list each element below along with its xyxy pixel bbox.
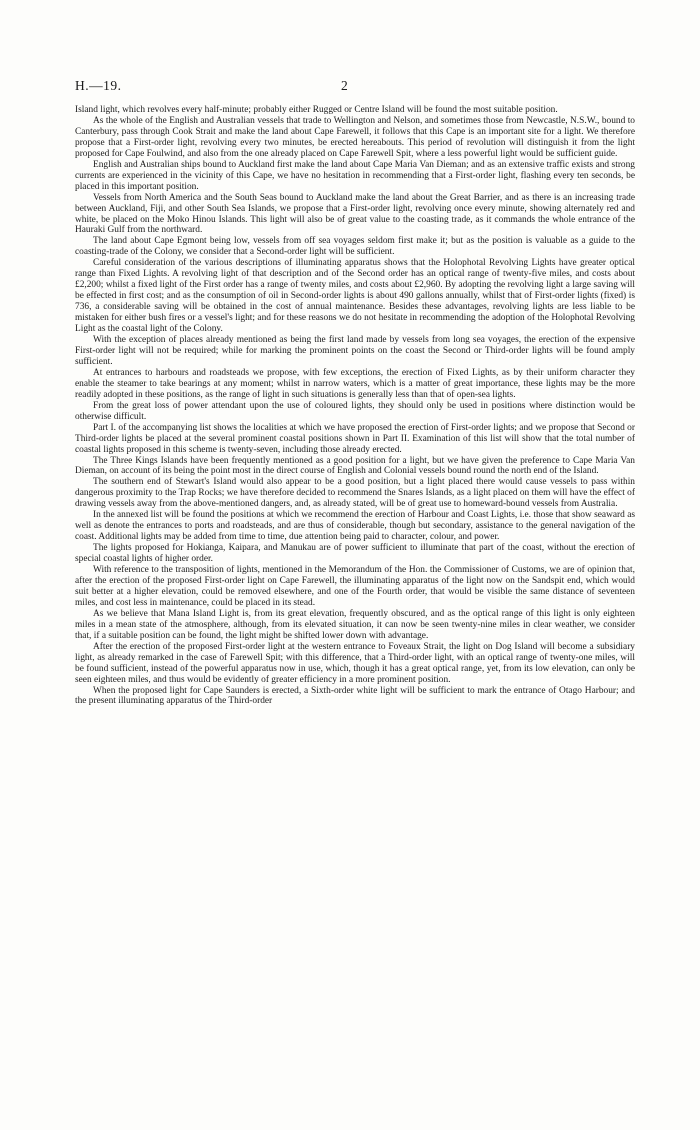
paragraph: The Three Kings Islands have been frequently mentioned as a good position for a light, but we have given the preference to Cape Maria Van Dieman, on account of its being the point most in the direct course of English and Colonial vessels bound round the north end of the Island. (75, 455, 635, 477)
paragraph: From the great loss of power attendant upon the use of coloured lights, they should only be used in positions where distinction would be otherwise difficult. (75, 400, 635, 422)
paragraph: When the proposed light for Cape Saunders is erected, a Sixth-order white light will be sufficient to mark the entrance of Otago Harbour; and the present illuminating apparatus of the Third-order (75, 685, 635, 707)
paragraph: The land about Cape Egmont being low, vessels from off sea voyages seldom first make it; but as the position is valuable as a guide to the coasting-trade of the Colony, we consider that a Second-order light will be sufficient. (75, 236, 635, 258)
paragraph: As we believe that Mana Island Light is, from its great elevation, frequently obscured, and as the optical range of this light is only eighteen miles in a mean state of the atmosphere, although, from its elevated situation, it can now be seen twenty-nine miles in clear weather, we consider that, if a suitable position can be found, the light might be shifted lower down with advantage. (75, 608, 635, 641)
paragraph: Vessels from North America and the South Seas bound to Auckland make the land about the Great Barrier, and as there is an increasing trade between Auckland, Fiji, and other South Sea Islands, we propose that a First-order light, revolving once every minute, showing alternately red and white, be placed on the Moko Hinou Islands. This light will also be of great value to the coasting trade, as it commands the whole entrance of the Hauraki Gulf from the northward. (75, 192, 635, 236)
paragraph: English and Australian ships bound to Auckland first make the land about Cape Maria Van Dieman; and as an extensive traffic exists and strong currents are experienced in the vicinity of this Cape, we have no hesitation in recommending that a First-order light, flashing every ten seconds, be placed in this important position. (75, 159, 635, 192)
page-header (75, 78, 635, 98)
paragraph: Part I. of the accompanying list shows the localities at which we have proposed the erection of First-order lights; and we propose that Second or Third-order lights be placed at the several prominent coastal positions shown in Part II. Examination of this list will show that the total number of coastal lights proposed in this scheme is twenty-seven, including those already erected. (75, 422, 635, 455)
document-id: H.—19. (75, 78, 122, 93)
paragraph: Careful consideration of the various descriptions of illuminating apparatus shows that the Holophotal Revolving Lights have greater optical range than Fixed Lights. A revolving light of that description and of the Second order has an optical range of twenty-five miles, and costs about £2,200; whilst a fixed light of the First order has a range of twenty miles, and costs about £2,960. By adopting the revolving light a large saving will be effected in first cost; and as the consumption of oil in Second-order lights is about 490 gallons annually, whilst that of First-order lights (fixed) is 736, a considerable saving will be obtained in the cost of annual maintenance. Besides these advantages, revolving lights are less liable to be mistaken for either bush fires or a vessel's light; and for these reasons we do not hesitate in recommending the adoption of the Holophotal Revolving Light as the coastal light of the Colony. (75, 258, 635, 335)
paragraph: The lights proposed for Hokianga, Kaipara, and Manukau are of power sufficient to illuminate that part of the coast, without the erection of special coastal lights of higher order. (75, 543, 635, 565)
paragraph: The southern end of Stewart's Island would also appear to be a good position, but a light placed there would cause vessels to pass within dangerous proximity to the Trap Rocks; we have therefore decided to recommend the Snares Islands, as a light placed on them will have the effect of drawing vessels away from the above-mentioned dangers, and, as already stated, will be of great use to homeward-bound vessels from Australia. (75, 477, 635, 510)
paragraph: After the erection of the proposed First-order light at the western entrance to Foveaux Strait, the light on Dog Island will become a subsidiary light, as already remarked in the case of Farewell Spit; with this difference, that a Third-order light, with an optical range of twenty-one miles, will be found sufficient, instead of the powerful apparatus now in use, which, though it has a great optical range, yet, from its low elevation, can only be seen eighteen miles, and thus would be evidently of greater efficiency in a more prominent position. (75, 641, 635, 685)
paragraph: Island light, which revolves every half-minute; probably either Rugged or Centre Island will be found the most suitable position. (75, 105, 558, 115)
page-number: 2 (341, 78, 348, 93)
paragraph: With the exception of places already mentioned as being the first land made by vessels from long sea voyages, the erection of the expensive First-order light will not be required; while for marking the prominent points on the coast the Second or Third-order lights will be found amply sufficient. (75, 335, 635, 367)
paragraph: As the whole of the English and Australian vessels that trade to Wellington and Nelson, and sometimes those from Newcastle, N.S.W., bound to Canterbury, pass through Cook Strait and make the land about Cape Farewell, it follows that this Cape is an important site for a light. We therefore propose that a First-order light, revolving every two minutes, be erected hereabouts. This period of revolution will distinguish it from the light proposed for Cape Foulwind, and also from the one already placed on Cape Farewell Spit, where a less powerful light would be sufficient guide. (75, 115, 635, 159)
paragraph: At entrances to harbours and roadsteads we propose, with few exceptions, the erection of Fixed Lights, as by their uniform character they enable the steamer to take bearings at any moment; whilst in narrow waters, which is a matter of great importance, these lights may be the more readily adopted in these positions, as the range of light in such situations is generally less than that of open-sea lights. (75, 367, 635, 400)
body-text (75, 105, 635, 707)
paragraph: With reference to the transposition of lights, mentioned in the Memorandum of the Hon. the Commissioner of Customs, we are of opinion that, after the erection of the proposed First-order light on Cape Farewell, the illuminating apparatus of the light now on the Sandspit end, which would suit better at a higher elevation, could be removed elsewhere, and one of the Fourth order, that would be visible the same distance of seventeen miles, and cost less in maintenance, could be placed in its stead. (75, 565, 635, 608)
paragraph: In the annexed list will be found the positions at which we recommend the erection of Harbour and Coast Lights, i.e. those that show seaward as well as denote the entrances to ports and roadsteads, and are thus of considerable, though but secondary, assistance to the general navigation of the coast. Additional lights may be added from time to time, due attention being paid to character, colour, and power. (75, 510, 635, 543)
